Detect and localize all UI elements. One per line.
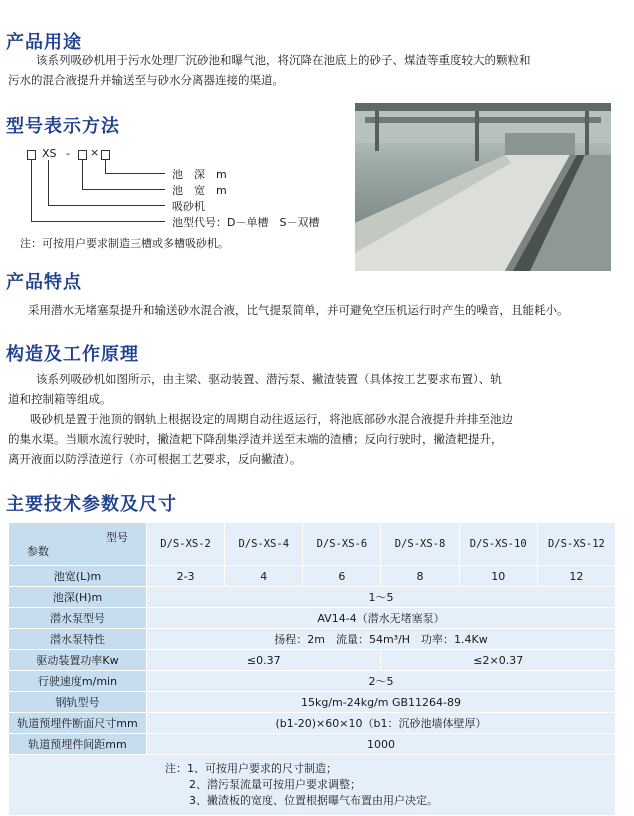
spacing-value: 1000 <box>147 734 616 755</box>
model-header-6: D/S-XS-12 <box>537 523 615 566</box>
principle-line1: 该系列吸砂机如图所示，由主梁、驱动装置、潜污泵、撇渣装置（具体按工艺要求布置）、轨 <box>36 372 502 386</box>
product-photo <box>355 103 611 271</box>
model-header-3: D/S-XS-6 <box>303 523 381 566</box>
line-xs-h <box>48 205 165 206</box>
width-5: 10 <box>459 566 537 587</box>
line-width-h <box>82 189 165 190</box>
drive-value-single: ≤0.37 <box>147 650 381 671</box>
width-6: 12 <box>537 566 615 587</box>
specs-table <box>8 522 616 816</box>
model-diagram <box>0 0 350 229</box>
model-header-2: D/S-XS-4 <box>225 523 303 566</box>
model-box-depth <box>101 150 110 160</box>
principle-line3: 吸砂机是置于池顶的钢轨上根据设定的周期自动往返运行，将池底部砂水混合液提升并排至池边 <box>30 412 513 426</box>
row-label-spacing: 轨道预埋件间距mm <box>9 734 147 755</box>
table-row <box>9 587 616 608</box>
line-depth-v <box>105 160 106 174</box>
table-notes-row <box>9 755 616 816</box>
notes-cell <box>9 755 616 816</box>
row-label-depth: 池深(H)m <box>9 587 147 608</box>
features-title: 产品特点 <box>6 272 82 293</box>
corner-param-label: 参数 <box>27 545 49 558</box>
note-1: 注：1、可按用户要求的尺寸制造； <box>165 762 337 775</box>
line-width-v <box>82 160 83 190</box>
corner-cell <box>9 523 147 566</box>
line-type-h <box>31 221 165 222</box>
note-3: 3、撇渣板的宽度、位置根据曝气布置由用户决定。 <box>189 794 438 807</box>
row-label-pump-model: 潜水泵型号 <box>9 608 147 629</box>
principle-line2: 道和控制箱等组成。 <box>8 392 112 406</box>
usage-title: 产品用途 <box>6 32 82 53</box>
speed-value: 2～5 <box>147 671 616 692</box>
row-label-width: 池宽(L)m <box>9 566 147 587</box>
drive-value-double: ≤2×0.37 <box>381 650 616 671</box>
principle-line5: 离开液面以防浮渣逆行（亦可根据工艺要求，反向撇渣）。 <box>8 452 302 466</box>
model-header-5: D/S-XS-10 <box>459 523 537 566</box>
row-label-speed: 行驶速度m/min <box>9 671 147 692</box>
row-label-drive: 驱动装置功率Kw <box>9 650 147 671</box>
table-row <box>9 734 616 755</box>
line-xs-v <box>48 160 49 206</box>
rail-value: 15kg/m-24kg/m GB11264-89 <box>147 692 616 713</box>
model-title: 型号表示方法 <box>6 116 120 137</box>
legend-width: 池 宽 m <box>172 184 227 197</box>
table-row <box>9 629 616 650</box>
usage-text-line2: 污水的混合液提升并输送至与砂水分离器连接的渠道。 <box>8 73 284 87</box>
legend-machine: 吸砂机 <box>172 200 205 213</box>
table-row <box>9 608 616 629</box>
note-2: 2、潜污泵流量可按用户要求调整； <box>189 778 361 791</box>
usage-text-line1: 该系列吸砂机用于污水处理厂沉砂池和曝气池，将沉降在池底上的砂子、煤渣等重度较大的颗粒和 <box>36 53 531 67</box>
corner-model-label: 型号 <box>106 531 128 544</box>
table-row <box>9 650 616 671</box>
table-row <box>9 566 616 587</box>
model-dash: - <box>66 147 70 160</box>
depth-value: 1～5 <box>147 587 616 608</box>
model-note: 注：可按用户要求制造三槽或多槽吸砂机。 <box>20 237 229 250</box>
line-depth-h <box>105 173 165 174</box>
legend-type: 池型代号：D－单槽 S－双槽 <box>172 216 320 229</box>
table-header-row <box>9 523 616 566</box>
width-3: 6 <box>303 566 381 587</box>
model-code-xs: XS <box>42 147 57 160</box>
model-header-4: D/S-XS-8 <box>381 523 459 566</box>
embed-value: (b1-20)×60×10（b1：沉砂池墙体壁厚） <box>147 713 616 734</box>
row-label-pump-char: 潜水泵特性 <box>9 629 147 650</box>
specs-title: 主要技术参数及尺寸 <box>6 494 177 515</box>
sand-channel-image <box>355 103 611 271</box>
table-row <box>9 671 616 692</box>
width-1: 2-3 <box>147 566 225 587</box>
model-times: × <box>90 146 100 159</box>
principle-line4: 的集水渠。当顺水流行驶时，撇渣耙下降刮集浮渣并送至末端的渣槽；反向行驶时，撇渣耙提升， <box>8 432 503 446</box>
pump-model-value: AV14-4（潜水无堵塞泵） <box>147 608 616 629</box>
line-type-v <box>31 160 32 222</box>
pump-char-value: 扬程：2m 流量：54m³/H 功率：1.4Kw <box>147 629 616 650</box>
width-2: 4 <box>225 566 303 587</box>
table-row <box>9 692 616 713</box>
principle-title: 构造及工作原理 <box>6 344 139 365</box>
row-label-rail: 钢轨型号 <box>9 692 147 713</box>
model-box-type <box>27 150 36 160</box>
table-row <box>9 713 616 734</box>
features-text: 采用潜水无堵塞泵提升和输送砂水混合液，比气提泵简单，并可避免空压机运行时产生的噪音，且能耗小。 <box>28 303 569 317</box>
model-box-width <box>78 150 87 160</box>
legend-depth: 池 深 m <box>172 168 227 181</box>
width-4: 8 <box>381 566 459 587</box>
model-header-1: D/S-XS-2 <box>147 523 225 566</box>
row-label-embed: 轨道预埋件断面尺寸mm <box>9 713 147 734</box>
